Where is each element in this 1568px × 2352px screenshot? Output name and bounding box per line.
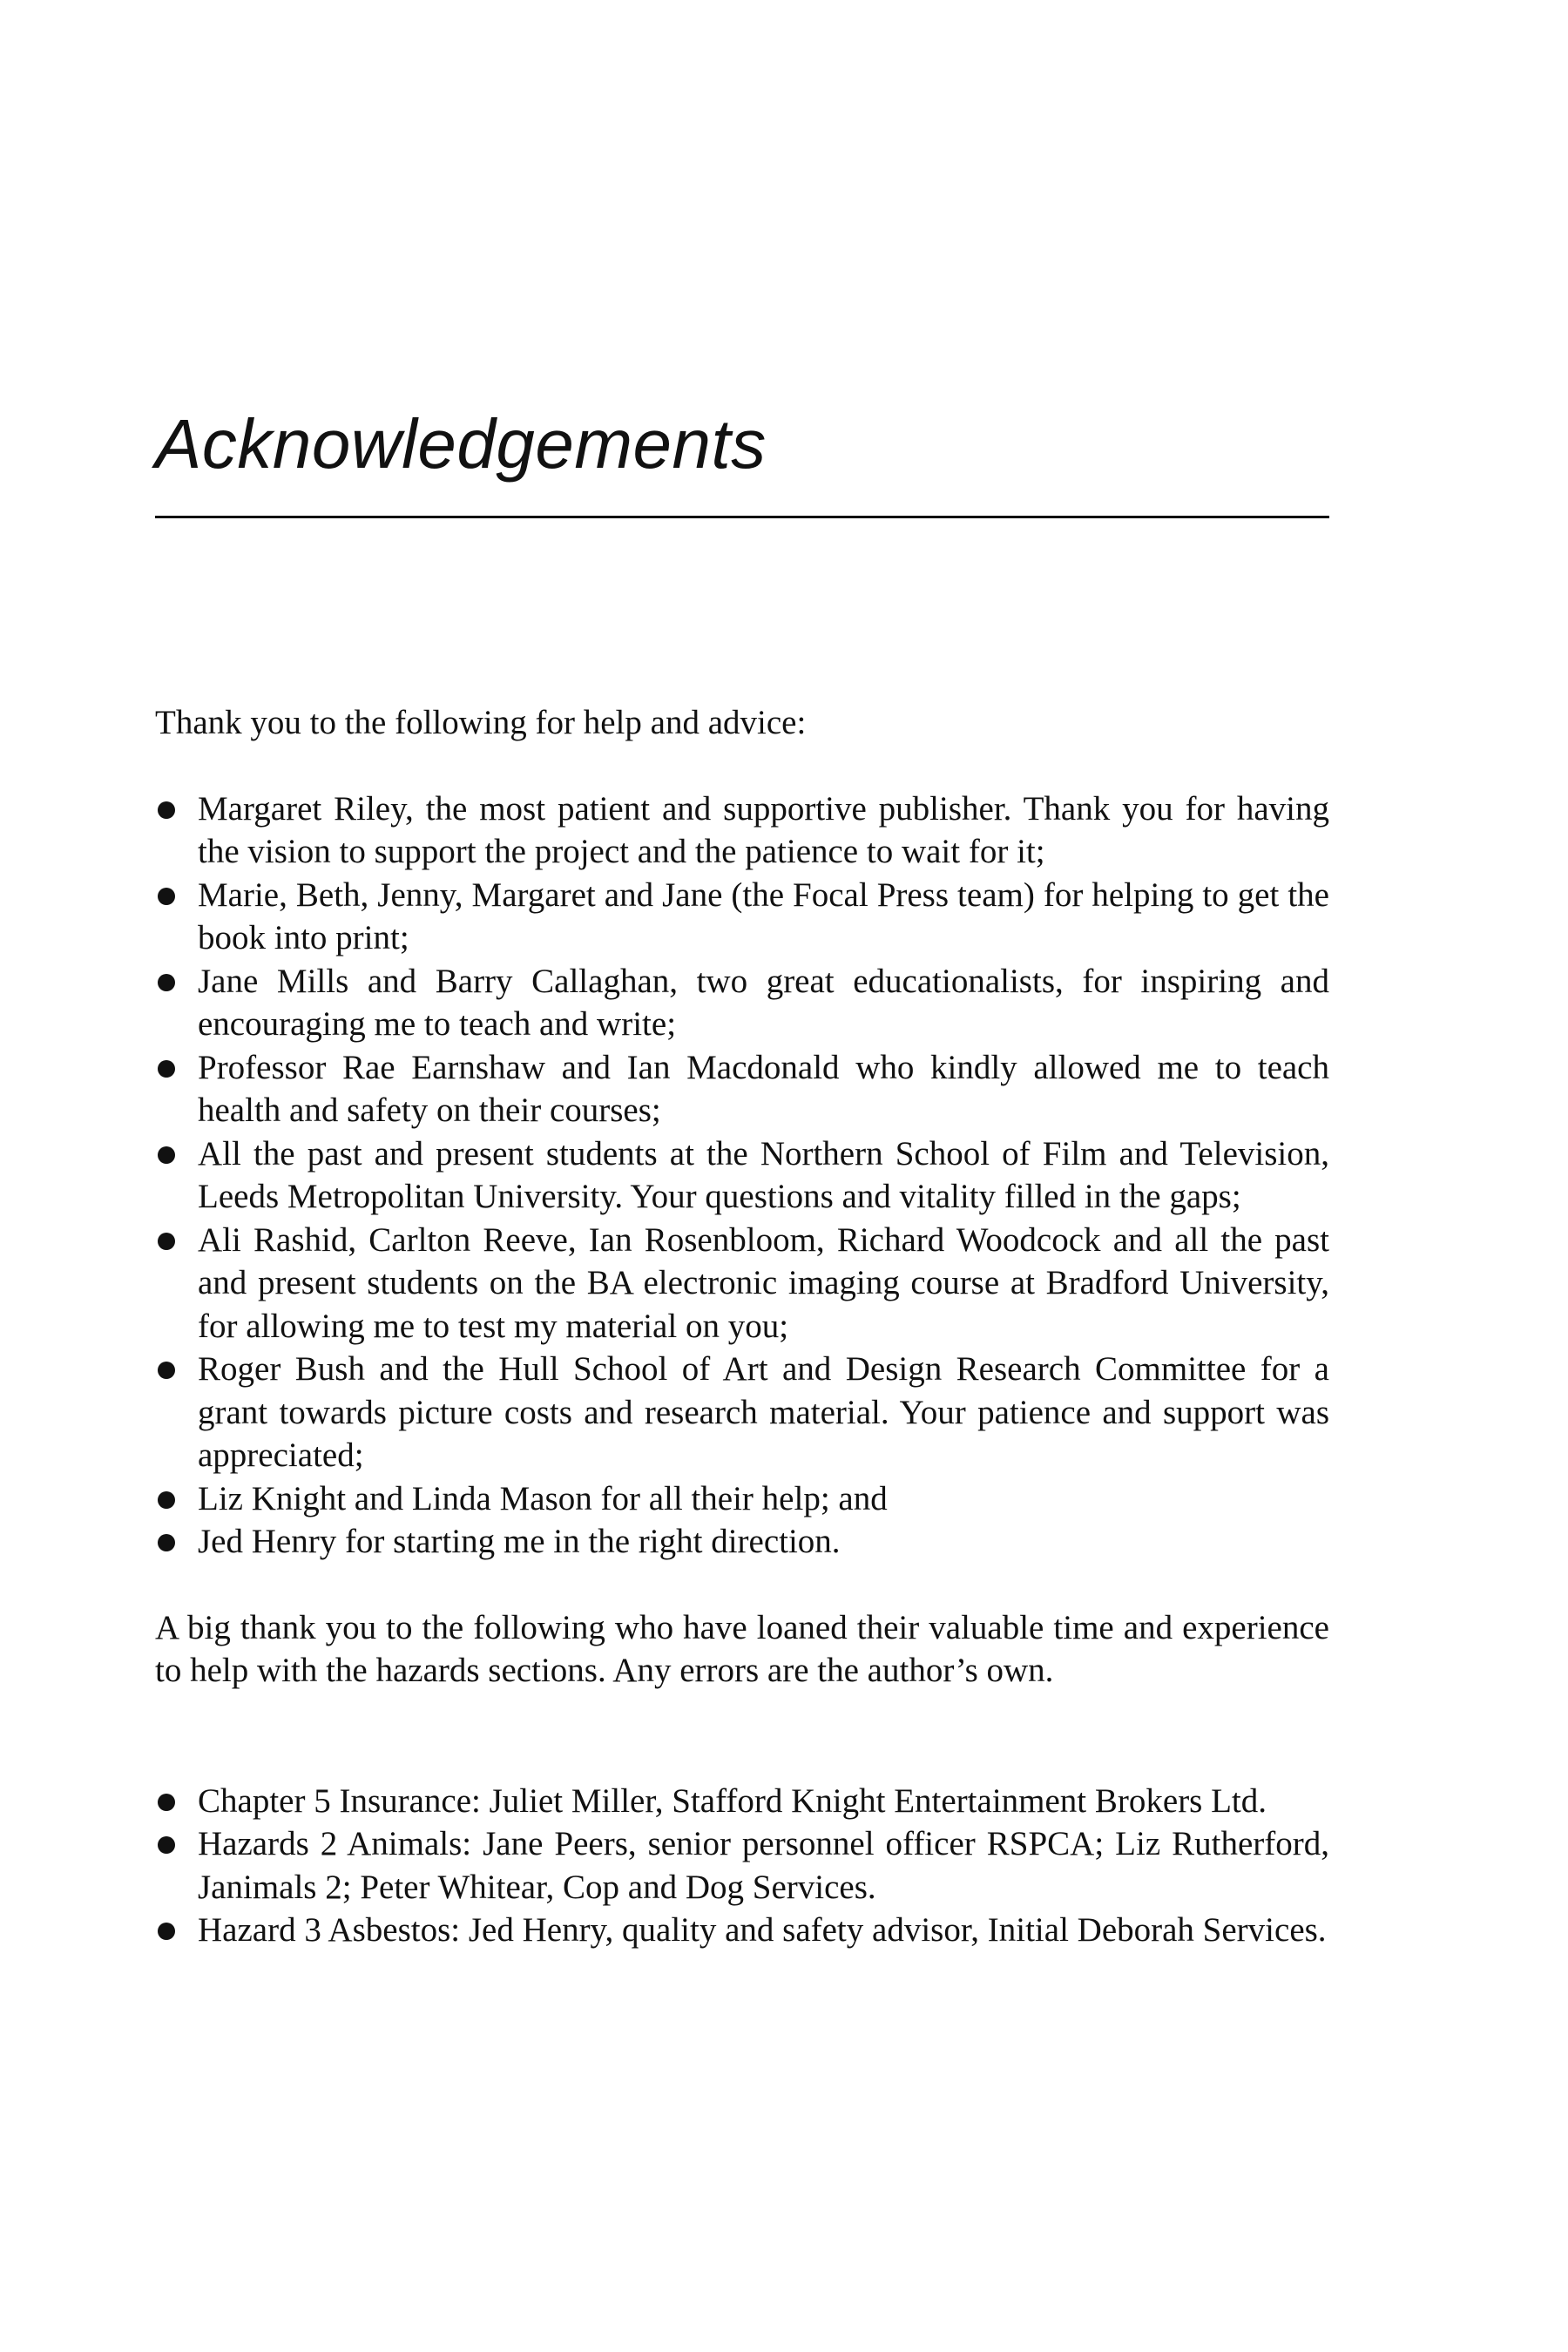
bullet-icon — [158, 1836, 175, 1854]
list-item — [155, 1348, 1329, 1477]
list-item — [155, 1822, 1329, 1909]
hazards-list — [155, 1780, 1329, 1952]
page-body — [155, 701, 1329, 1952]
list-item — [155, 1909, 1329, 1952]
list-item — [155, 1477, 1329, 1521]
thanks-list — [155, 787, 1329, 1564]
list-item-text: Chapter 5 Insurance: Juliet Miller, Stafford Knight Entertainment Brokers Ltd. — [198, 1781, 1267, 1820]
list-item-text: Jed Henry for starting me in the right direction. — [198, 1523, 841, 1560]
list-item — [155, 1520, 1329, 1564]
page-title: Acknowledgements — [155, 405, 767, 483]
hazards-intro-paragraph: A big thank you to the following who have loaned their valuable time and experience to help with the hazards sections. Any errors are the author’s own. — [155, 1608, 1329, 1689]
bullet-icon — [158, 1491, 175, 1509]
list-item-text: Roger Bush and the Hull School of Art and Design Research Committee for a grant towards picture costs and research material. Your patience and support was appreciated; — [198, 1350, 1329, 1474]
intro-paragraph: Thank you to the following for help and advice: — [155, 704, 807, 741]
bullet-icon — [158, 974, 175, 991]
bullet-icon — [158, 1146, 175, 1164]
list-item — [155, 960, 1329, 1046]
list-item — [155, 1046, 1329, 1132]
list-item-text: Professor Rae Earnshaw and Ian Macdonald who kindly allowed me to teach health and safety on their courses; — [198, 1048, 1329, 1129]
bullet-icon — [158, 1060, 175, 1078]
list-item — [155, 1132, 1329, 1219]
list-item — [155, 787, 1329, 874]
list-item-text: All the past and present students at the Northern School of Film and Television, Leeds Metropolitan University. Your questions and vitality filled in the gaps; — [198, 1134, 1329, 1215]
list-item-text: Ali Rashid, Carlton Reeve, Ian Rosenbloom, Richard Woodcock and all the past and present students on the BA electronic imaging course at Bradford University, for allowing me to test my material on you; — [198, 1220, 1329, 1345]
list-item — [155, 1219, 1329, 1348]
bullet-icon — [158, 1233, 175, 1250]
bullet-icon — [158, 1362, 175, 1379]
list-item-text: Jane Mills and Barry Callaghan, two great educationalists, for inspiring and encouraging me to teach and write; — [198, 962, 1329, 1043]
bullet-icon — [158, 1923, 175, 1940]
bullet-icon — [158, 888, 175, 905]
list-item — [155, 1780, 1329, 1823]
bullet-icon — [158, 801, 175, 819]
title-rule — [155, 516, 1329, 518]
list-item-text: Hazards 2 Animals: Jane Peers, senior personnel officer RSPCA; Liz Rutherford, Janimals 2; Peter Whitear, Cop and Dog Services. — [198, 1825, 1329, 1906]
list-item-text: Liz Knight and Linda Mason for all their help; and — [198, 1479, 888, 1517]
list-item-text: Hazard 3 Asbestos: Jed Henry, quality and safety advisor, Initial Deborah Services. — [198, 1911, 1327, 1949]
bullet-icon — [158, 1534, 175, 1551]
list-item — [155, 874, 1329, 960]
list-item-text: Marie, Beth, Jenny, Margaret and Jane (the Focal Press team) for helping to get the book into print; — [198, 875, 1329, 956]
list-item-text: Margaret Riley, the most patient and supportive publisher. Thank you for having the vision to support the project and the patience to wait for it; — [198, 789, 1329, 870]
bullet-icon — [158, 1794, 175, 1811]
